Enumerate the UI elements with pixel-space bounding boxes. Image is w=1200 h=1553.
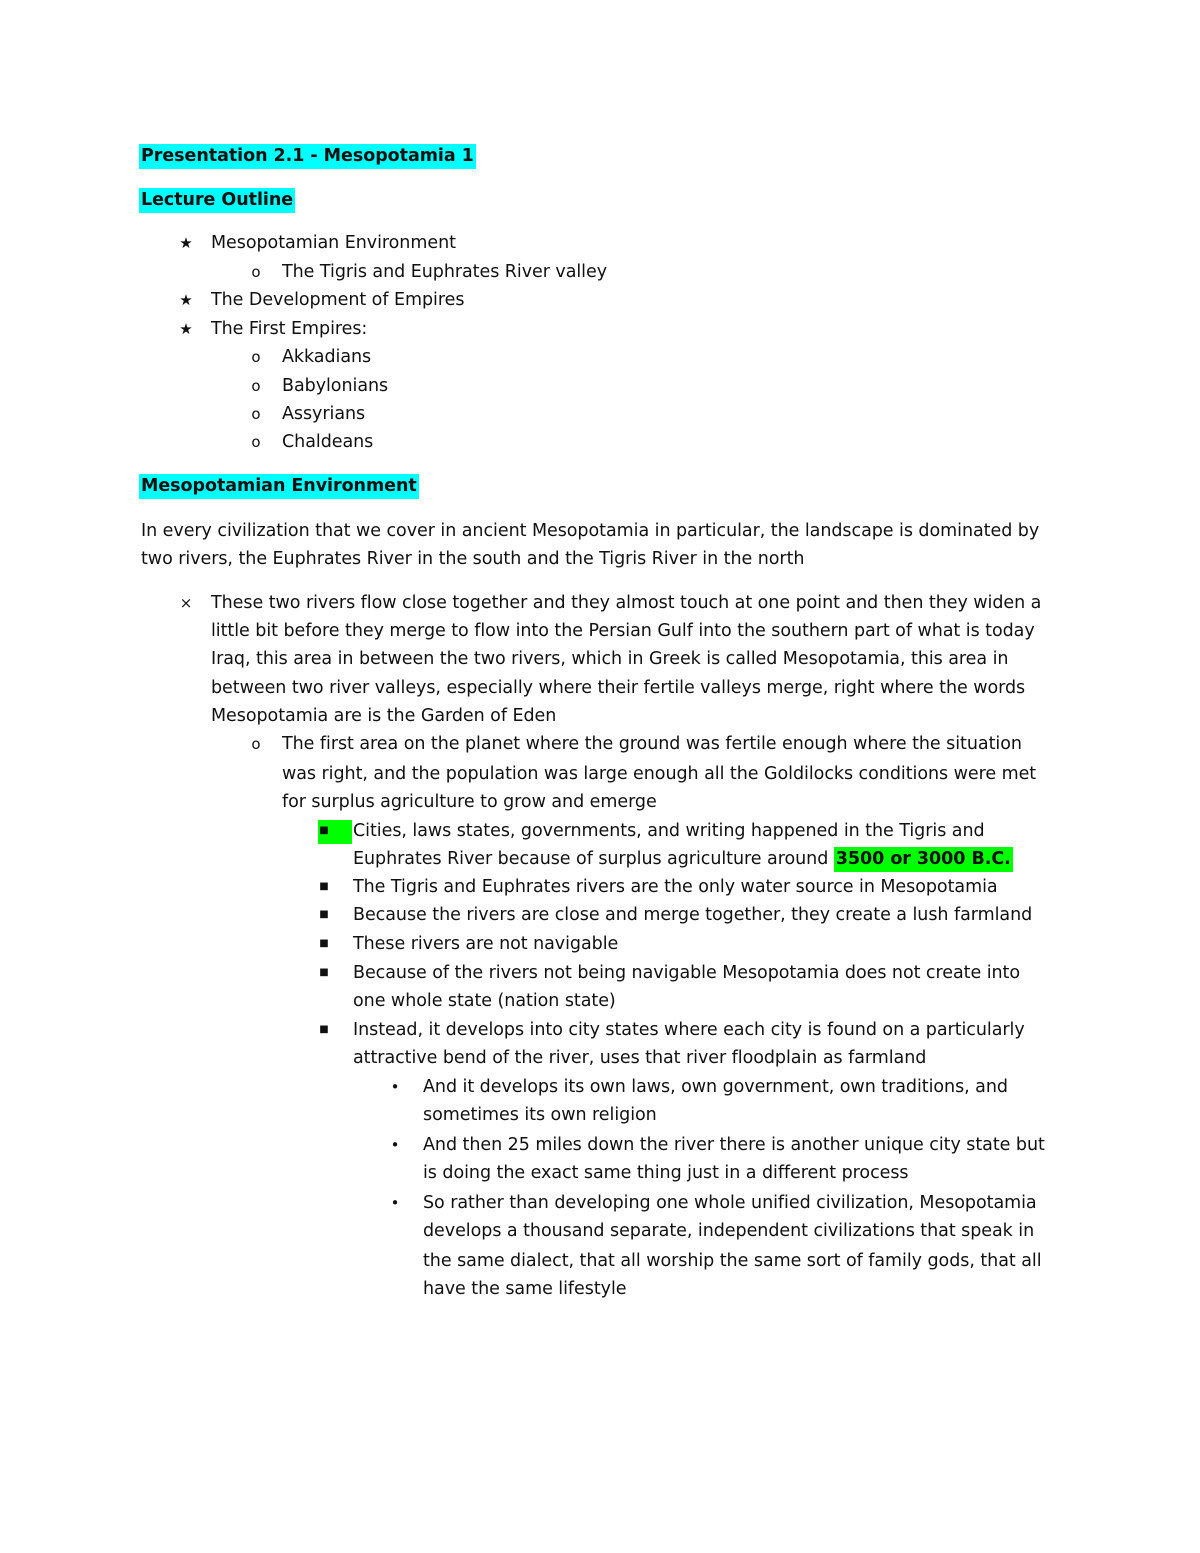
outline-subitem: Chaldeans bbox=[282, 432, 374, 452]
intro-paragraph-line: In every civilization that we cover in ancient Mesopotamia in particular, the landscape is dominated by bbox=[141, 521, 1040, 541]
square-bullet-icon: ■ bbox=[319, 1024, 329, 1035]
subbullet-text-line: The first area on the planet where the ground was fertile enough where the situation bbox=[282, 734, 1022, 754]
circle-bullet-icon: o bbox=[251, 405, 261, 423]
outline-item: Mesopotamian Environment bbox=[211, 233, 456, 253]
bullet-text-line: These two rivers flow close together and they almost touch at one point and then they widen a bbox=[211, 593, 1042, 613]
star-bullet-icon: ★ bbox=[179, 320, 193, 338]
dot-bullet-text-line: So rather than developing one whole unified civilization, Mesopotamia bbox=[423, 1193, 1037, 1213]
outline-item: The Development of Empires bbox=[211, 290, 465, 310]
intro-paragraph-line: two rivers, the Euphrates River in the south and the Tigris River in the north bbox=[141, 549, 805, 569]
square-bullet-text-line: Instead, it develops into city states where each city is found on a particularly bbox=[353, 1020, 1025, 1040]
circle-bullet-icon: o bbox=[251, 348, 261, 366]
dot-bullet-text-line: And it develops its own laws, own government, own traditions, and bbox=[423, 1077, 1008, 1097]
section-heading: Mesopotamian Environment bbox=[141, 475, 419, 497]
cross-bullet-icon: × bbox=[179, 594, 193, 612]
circle-bullet-icon: o bbox=[251, 263, 261, 281]
square-bullet-icon: ■ bbox=[319, 825, 329, 836]
date-highlight: 3500 or 3000 B.C. bbox=[834, 847, 1013, 872]
circle-bullet-icon: o bbox=[251, 433, 261, 451]
square-bullet-icon: ■ bbox=[319, 938, 329, 949]
square-bullet-icon: ■ bbox=[319, 909, 329, 920]
bullet-text-line: little bit before they merge to flow into the Persian Gulf into the southern part of what is today bbox=[211, 621, 1035, 641]
circle-bullet-icon: o bbox=[251, 377, 261, 395]
subbullet-text-line: for surplus agriculture to grow and emerge bbox=[282, 792, 657, 812]
dot-bullet-text-line: sometimes its own religion bbox=[423, 1105, 657, 1125]
subbullet-text-line: was right, and the population was large enough all the Goldilocks conditions were met bbox=[282, 764, 1037, 784]
dot-bullet-text-line: And then 25 miles down the river there is another unique city state but bbox=[423, 1135, 1045, 1155]
square-bullet-text-line: Cities, laws states, governments, and writing happened in the Tigris and bbox=[353, 821, 985, 841]
outline-subitem: Babylonians bbox=[282, 376, 389, 396]
square-bullet-icon: ■ bbox=[319, 881, 329, 892]
dot-bullet-icon: • bbox=[390, 1194, 400, 1212]
dot-bullet-text-line: have the same lifestyle bbox=[423, 1279, 627, 1299]
outline-subitem: Assyrians bbox=[282, 404, 366, 424]
star-bullet-icon: ★ bbox=[179, 291, 193, 309]
outline-subitem: Akkadians bbox=[282, 347, 372, 367]
dot-bullet-text-line: the same dialect, that all worship the same sort of family gods, that all bbox=[423, 1251, 1042, 1271]
bullet-text-line: between two river valleys, especially where their fertile valleys merge, right where the words bbox=[211, 678, 1026, 698]
bullet-text-line: Iraq, this area in between the two rivers, which in Greek is called Mesopotamia, this area in bbox=[211, 649, 1009, 669]
circle-bullet-icon: o bbox=[251, 735, 261, 753]
document-title: Presentation 2.1 - Mesopotamia 1 bbox=[141, 145, 476, 167]
dot-bullet-text-line: develops a thousand separate, independent civilizations that speak in bbox=[423, 1221, 1035, 1241]
square-bullet-text-line: Euphrates River because of surplus agriculture around 3500 or 3000 B.C. bbox=[353, 848, 1013, 870]
square-bullet-text-line: one whole state (nation state) bbox=[353, 991, 616, 1011]
outline-subitem: The Tigris and Euphrates River valley bbox=[282, 262, 608, 282]
dot-bullet-icon: • bbox=[390, 1078, 400, 1096]
square-bullet-icon: ■ bbox=[319, 967, 329, 978]
outline-item: The First Empires: bbox=[211, 319, 368, 339]
dot-bullet-icon: • bbox=[390, 1136, 400, 1154]
square-bullet-text-line: attractive bend of the river, uses that river floodplain as farmland bbox=[353, 1048, 927, 1068]
bullet-text-line: Mesopotamia are is the Garden of Eden bbox=[211, 706, 557, 726]
star-bullet-icon: ★ bbox=[179, 234, 193, 252]
outline-heading: Lecture Outline bbox=[141, 189, 295, 211]
square-bullet-text-line: These rivers are not navigable bbox=[353, 934, 619, 954]
square-bullet-text-line: Because the rivers are close and merge together, they create a lush farmland bbox=[353, 905, 1033, 925]
square-bullet-text-line: The Tigris and Euphrates rivers are the only water source in Mesopotamia bbox=[353, 877, 998, 897]
square-bullet-text-line: Because of the rivers not being navigable Mesopotamia does not create into bbox=[353, 963, 1021, 983]
dot-bullet-text-line: is doing the exact same thing just in a different process bbox=[423, 1163, 909, 1183]
